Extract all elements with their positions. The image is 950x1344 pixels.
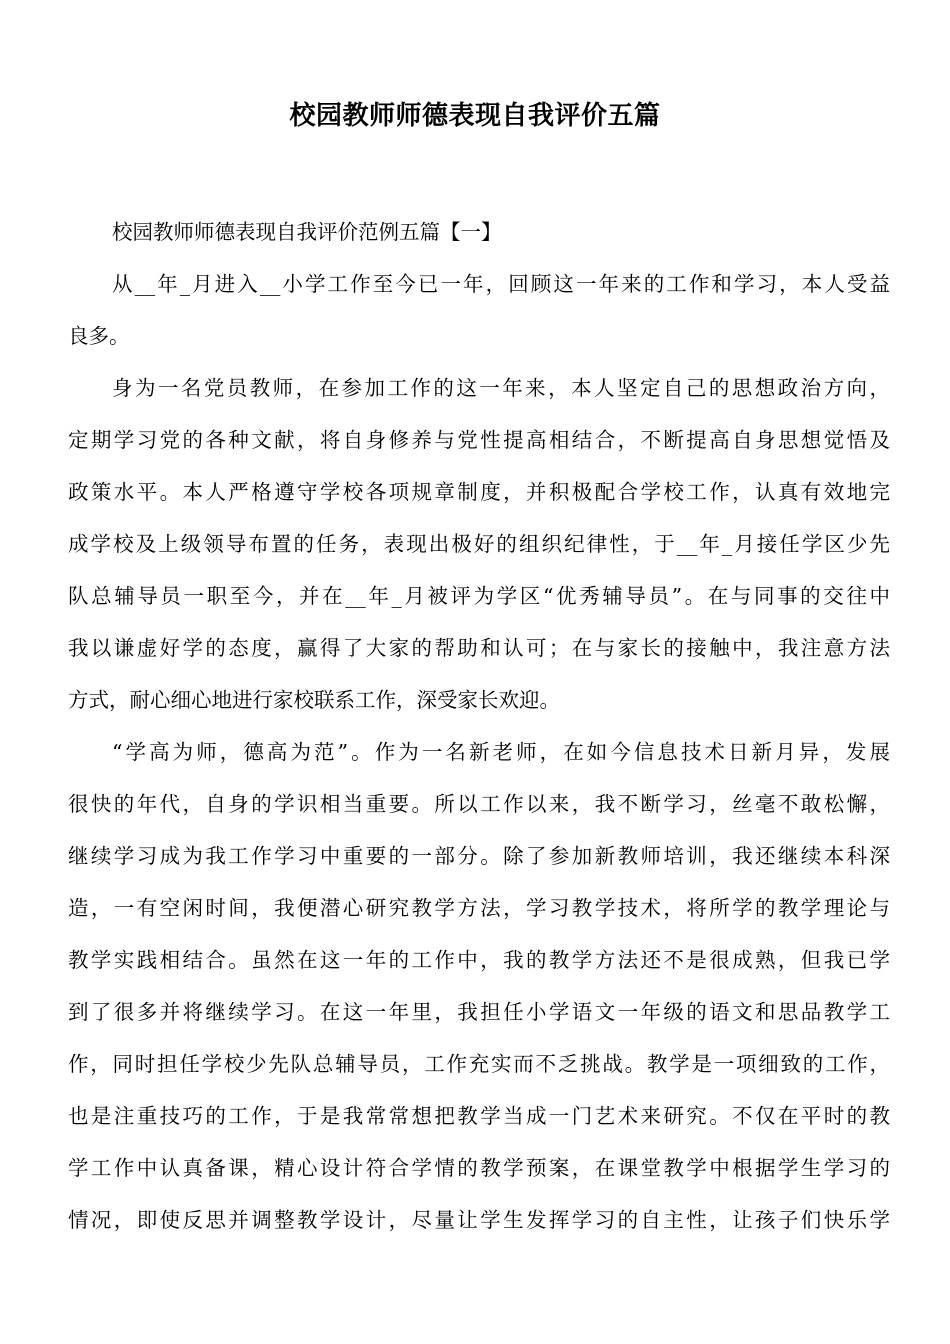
paragraph-line: 很快的年代，自身的学识相当重要。所以工作以来，我不断学习，丝毫不敢松懈， (68, 792, 890, 816)
paragraph-line: 从__年_月进入__小学工作至今已一年，回顾这一年来的工作和学习，本人受益 (112, 272, 890, 296)
paragraph-line: 作，同时担任学校少先队总辅导员，工作充实而不乏挑战。教学是一项细致的工作， (68, 1052, 890, 1076)
section-heading (68, 206, 890, 258)
paragraph-line: 教学实践相结合。虽然在这一年的工作中，我的教学方法还不是很成熟，但我已学 (68, 948, 890, 972)
paragraph-line: 成学校及上级领导布置的任务，表现出极好的组织纪律性，于__年_月接任学区少先 (68, 532, 890, 556)
paragraph-line: 良多。 (68, 324, 130, 348)
paragraph-line: “学高为师，德高为范”。作为一名新老师，在如今信息技术日新月异，发展 (112, 740, 890, 764)
paragraph-line: 造，一有空闲时间，我便潜心研究教学方法，学习教学技术，将所学的教学理论与 (68, 896, 890, 920)
paragraph-1 (68, 258, 890, 362)
document-title: 校园教师师德表现自我评价五篇 (289, 101, 661, 131)
paragraph-line: 情况，即使反思并调整教学设计，尽量让学生发挥学习的自主性，让孩子们快乐学 (68, 1208, 890, 1232)
paragraph-line: 继续学习成为我工作学习中重要的一部分。除了参加新教师培训，我还继续本科深 (68, 844, 890, 868)
paragraph-2 (68, 362, 890, 726)
paragraph-line: 定期学习党的各种文献，将自身修养与党性提高相结合，不断提高自身思想觉悟及 (68, 428, 890, 452)
document-body (68, 206, 890, 1246)
paragraph-line: 方式，耐心细心地进行家校联系工作，深受家长欢迎。 (68, 688, 560, 712)
paragraph-line: 身为一名党员教师，在参加工作的这一年来，本人坚定自己的思想政治方向， (112, 376, 890, 400)
paragraph-line: 政策水平。本人严格遵守学校各项规章制度，并积极配合学校工作，认真有效地完 (68, 480, 890, 504)
paragraph-3 (68, 726, 890, 1246)
paragraph-line: 我以谦虚好学的态度，赢得了大家的帮助和认可；在与家长的接触中，我注意方法 (68, 636, 890, 660)
paragraph-line: 到了很多并将继续学习。在这一年里，我担任小学语文一年级的语文和思品教学工 (68, 1000, 890, 1024)
section-heading-text: 校园教师师德表现自我评价范例五篇【一】 (112, 220, 502, 244)
paragraph-line: 学工作中认真备课，精心设计符合学情的教学预案，在课堂教学中根据学生学习的 (68, 1156, 890, 1180)
paragraph-line: 队总辅导员一职至今，并在__年_月被评为学区“优秀辅导员”。在与同事的交往中 (68, 584, 890, 608)
paragraph-line: 也是注重技巧的工作，于是我常常想把教学当成一门艺术来研究。不仅在平时的教 (68, 1104, 890, 1128)
